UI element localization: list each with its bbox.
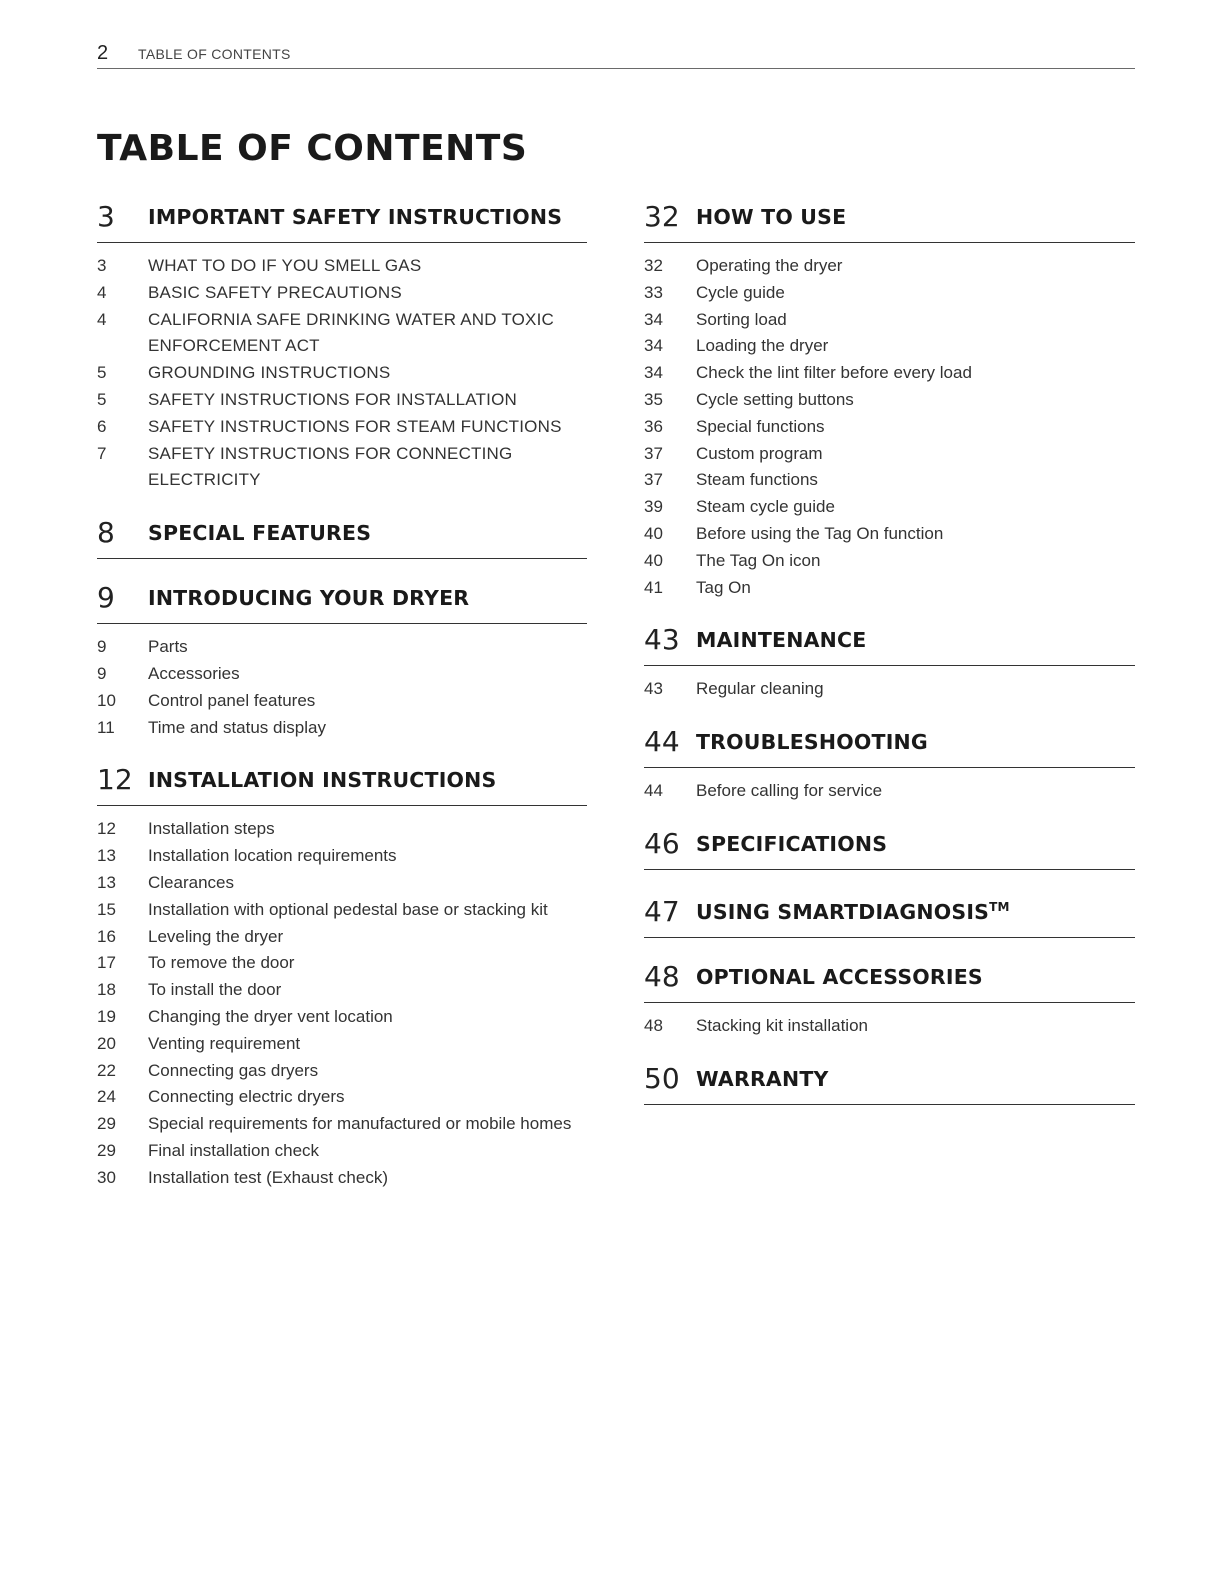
entry-title: Check the lint filter before every load — [696, 363, 972, 383]
toc-entry[interactable] — [644, 575, 1135, 602]
entry-title: SAFETY INSTRUCTIONS FOR STEAM FUNCTIONS — [148, 416, 562, 436]
entry-list — [644, 778, 1135, 805]
entry-page-number: 36 — [644, 416, 663, 436]
section-page-number: 48 — [644, 959, 680, 993]
page-title: TABLE OF CONTENTS — [97, 128, 528, 169]
entry-page-number: 22 — [97, 1060, 116, 1080]
section-title — [696, 962, 983, 994]
entry-title: Stacking kit installation — [696, 1015, 868, 1035]
toc-entry[interactable] — [644, 676, 1135, 703]
section-heading[interactable] — [644, 623, 1135, 666]
section-heading[interactable] — [644, 960, 1135, 1003]
entry-title: WHAT TO DO IF YOU SMELL GAS — [148, 256, 422, 275]
entry-page-number: 5 — [97, 363, 107, 383]
entry-page-number: 7 — [97, 443, 107, 463]
section-title — [696, 202, 846, 234]
toc-entry[interactable] — [97, 715, 587, 742]
entry-title: Installation with optional pedestal base or stacking kit — [148, 899, 548, 919]
section-title — [696, 1064, 829, 1096]
toc-entry[interactable] — [644, 778, 1135, 805]
section-title — [696, 892, 1010, 929]
toc-section-installation-instructions — [97, 763, 587, 1191]
toc-entry[interactable] — [644, 280, 1135, 307]
entry-page-number: 33 — [644, 282, 663, 302]
section-title-text: USING SMARTDIAGNOSIS — [696, 899, 990, 924]
toc-entry[interactable] — [97, 816, 587, 843]
entry-page-number: 39 — [644, 497, 663, 517]
section-title-text: INSTALLATION INSTRUCTIONS — [148, 768, 497, 793]
toc-entry[interactable] — [644, 521, 1135, 548]
entry-page-number: 9 — [97, 637, 107, 657]
toc-entry[interactable] — [644, 307, 1135, 334]
entry-page-number: 19 — [97, 1006, 116, 1026]
entry-title: Custom program — [696, 443, 823, 463]
section-title — [148, 765, 497, 797]
toc-entry[interactable] — [97, 1031, 587, 1058]
entry-page-number: 40 — [644, 523, 663, 543]
toc-entry[interactable] — [644, 548, 1135, 575]
section-title — [148, 518, 371, 550]
entry-page-number: 48 — [644, 1015, 663, 1035]
toc-entry[interactable] — [644, 333, 1135, 360]
entry-page-number: 37 — [644, 470, 663, 490]
toc-entry[interactable] — [644, 1013, 1135, 1040]
section-page-number: 46 — [644, 826, 680, 860]
toc-entry[interactable] — [97, 414, 587, 441]
entry-page-number: 15 — [97, 899, 116, 919]
section-heading[interactable] — [644, 200, 1135, 243]
running-title: TABLE OF CONTENTS — [138, 46, 291, 62]
section-page-number: 9 — [97, 581, 115, 615]
toc-entry[interactable] — [644, 414, 1135, 441]
section-page-number: 44 — [644, 725, 680, 759]
entry-list — [97, 816, 587, 1191]
entry-page-number: 37 — [644, 443, 663, 463]
entry-page-number: 40 — [644, 550, 663, 570]
entry-title: Clearances — [148, 872, 234, 892]
section-title-text: OPTIONAL ACCESSORIES — [696, 964, 983, 989]
toc-entry[interactable] — [97, 441, 587, 495]
entry-page-number: 35 — [644, 389, 663, 409]
toc-entry[interactable] — [97, 688, 587, 715]
section-title-text: SPECIAL FEATURES — [148, 521, 372, 546]
entry-page-number: 12 — [97, 819, 116, 839]
entry-title: Connecting electric dryers — [148, 1087, 345, 1107]
section-title — [696, 829, 887, 861]
entry-page-number: 5 — [97, 389, 107, 409]
trademark-superscript: TM — [989, 899, 1010, 914]
entry-title: GROUNDING INSTRUCTIONS — [148, 363, 391, 383]
entry-title: Installation steps — [148, 819, 275, 839]
toc-entry[interactable] — [97, 661, 587, 688]
entry-title: SAFETY INSTRUCTIONS FOR CONNECTING ELECTRICITY — [148, 443, 513, 490]
entry-title: Parts — [148, 637, 188, 657]
entry-page-number: 18 — [97, 980, 116, 1000]
toc-entry[interactable] — [644, 441, 1135, 468]
toc-entry[interactable] — [97, 253, 587, 280]
entry-title: Loading the dryer — [696, 336, 829, 356]
toc-section-introducing-your-dryer — [97, 581, 587, 741]
toc-section-important-safety-instructions — [97, 200, 587, 494]
toc-section-specifications — [644, 827, 1135, 870]
entry-title: Changing the dryer vent location — [148, 1006, 393, 1026]
section-title-text: IMPORTANT SAFETY INSTRUCTIONS — [148, 205, 563, 229]
entry-page-number: 32 — [644, 256, 663, 275]
entry-title: Connecting gas dryers — [148, 1060, 319, 1080]
toc-entry[interactable] — [97, 924, 587, 951]
entry-title: Operating the dryer — [696, 256, 843, 275]
entry-page-number: 9 — [97, 663, 107, 683]
entry-title: The Tag On icon — [696, 550, 821, 570]
entry-title: Regular cleaning — [696, 679, 824, 699]
entry-title: Final installation check — [148, 1140, 320, 1160]
entry-list — [644, 1013, 1135, 1040]
toc-section-maintenance — [644, 623, 1135, 703]
section-title-text: INTRODUCING YOUR DRYER — [148, 586, 470, 611]
entry-title: Accessories — [148, 663, 240, 683]
section-page-number: 3 — [97, 200, 115, 233]
entry-page-number: 29 — [97, 1140, 116, 1160]
entry-title: Cycle setting buttons — [696, 389, 854, 409]
entry-page-number: 11 — [97, 717, 115, 737]
entry-page-number: 17 — [97, 953, 116, 973]
section-heading[interactable] — [644, 725, 1135, 768]
entry-title: BASIC SAFETY PRECAUTIONS — [148, 282, 402, 302]
entry-list — [97, 253, 587, 494]
entry-title: Tag On — [696, 577, 751, 597]
entry-title: Special functions — [696, 416, 825, 436]
entry-title: Steam functions — [696, 470, 818, 490]
entry-page-number: 34 — [644, 363, 663, 383]
toc-entry[interactable] — [97, 843, 587, 870]
toc-section-warranty — [644, 1062, 1135, 1105]
entry-list — [97, 634, 587, 741]
section-page-number: 32 — [644, 200, 680, 233]
entry-page-number: 4 — [97, 282, 107, 302]
entry-title: Installation test (Exhaust check) — [148, 1167, 389, 1187]
entry-title: Before calling for service — [696, 781, 883, 801]
entry-page-number: 20 — [97, 1033, 116, 1053]
entry-page-number: 13 — [97, 872, 116, 892]
section-page-number: 8 — [97, 516, 115, 550]
section-heading[interactable] — [97, 516, 587, 559]
entry-page-number: 4 — [97, 309, 107, 329]
entry-list — [644, 253, 1135, 601]
entry-title: Leveling the dryer — [148, 926, 284, 946]
section-heading[interactable] — [97, 200, 587, 243]
toc-entry[interactable] — [97, 977, 587, 1004]
entry-title: Special requirements for manufactured or mobile homes — [148, 1114, 572, 1134]
section-heading[interactable] — [97, 581, 587, 624]
entry-page-number: 43 — [644, 679, 663, 699]
toc-section-special-features — [97, 516, 587, 559]
toc-entry[interactable] — [97, 1111, 587, 1138]
toc-entry[interactable] — [644, 360, 1135, 387]
entry-title: To remove the door — [148, 953, 295, 973]
entry-page-number: 13 — [97, 846, 116, 866]
toc-entry[interactable] — [97, 634, 587, 661]
toc-entry[interactable] — [97, 1138, 587, 1165]
section-page-number: 50 — [644, 1061, 680, 1095]
section-title — [148, 202, 562, 234]
section-title — [696, 625, 866, 657]
entry-page-number: 3 — [97, 256, 107, 275]
toc-entry[interactable] — [644, 387, 1135, 414]
section-title — [696, 727, 928, 759]
section-title-text: MAINTENANCE — [696, 628, 867, 653]
entry-title: Time and status display — [148, 717, 326, 737]
section-page-number: 12 — [97, 763, 133, 797]
toc-entry[interactable] — [97, 1084, 587, 1111]
entry-page-number: 41 — [644, 577, 663, 597]
entry-list — [644, 676, 1135, 703]
toc-section-optional-accessories — [644, 960, 1135, 1040]
entry-title: Control panel features — [148, 690, 316, 710]
entry-page-number: 34 — [644, 309, 663, 329]
section-page-number: 43 — [644, 623, 680, 657]
toc-left-column — [97, 200, 587, 1214]
entry-page-number: 16 — [97, 926, 116, 946]
section-heading[interactable] — [644, 827, 1135, 870]
entry-page-number: 6 — [97, 416, 107, 436]
toc-entry[interactable] — [97, 897, 587, 924]
page-number: 2 — [97, 42, 109, 64]
entry-title: Installation location requirements — [148, 846, 397, 866]
section-title-text: HOW TO USE — [696, 205, 847, 229]
entry-title: To install the door — [148, 980, 282, 1000]
toc-section-how-to-use — [644, 200, 1135, 601]
section-title-text: SPECIFICATIONS — [696, 831, 888, 856]
entry-title: Sorting load — [696, 309, 787, 329]
entry-title: Venting requirement — [148, 1033, 301, 1053]
entry-page-number: 29 — [97, 1114, 116, 1134]
running-header — [97, 40, 1135, 69]
section-title — [148, 583, 469, 615]
toc-entry[interactable] — [97, 1165, 587, 1192]
toc-entry[interactable] — [97, 387, 587, 414]
entry-title: Before using the Tag On function — [696, 523, 944, 543]
toc-entry[interactable] — [97, 1004, 587, 1031]
entry-title: Cycle guide — [696, 282, 785, 302]
entry-title: CALIFORNIA SAFE DRINKING WATER AND TOXIC ENFORCEMENT ACT — [148, 309, 554, 356]
section-heading[interactable] — [97, 763, 587, 806]
entry-page-number: 34 — [644, 336, 663, 356]
toc-right-column — [644, 200, 1135, 1127]
entry-page-number: 44 — [644, 781, 663, 801]
toc-entry[interactable] — [97, 280, 587, 307]
toc-entry[interactable] — [97, 360, 587, 387]
section-page-number: 47 — [644, 894, 680, 928]
toc-entry[interactable] — [97, 950, 587, 977]
section-title-text: WARRANTY — [696, 1066, 829, 1091]
section-heading[interactable] — [644, 892, 1135, 938]
entry-title: Steam cycle guide — [696, 497, 835, 517]
entry-page-number: 24 — [97, 1087, 116, 1107]
entry-page-number: 10 — [97, 690, 116, 710]
toc-entry[interactable] — [97, 307, 587, 361]
toc-section-using-smartdiagnosis — [644, 892, 1135, 938]
entry-page-number: 30 — [97, 1167, 116, 1187]
toc-section-troubleshooting — [644, 725, 1135, 805]
toc-entry[interactable] — [97, 870, 587, 897]
toc-entry[interactable] — [97, 1058, 587, 1085]
toc-entry[interactable] — [644, 253, 1135, 280]
entry-title: SAFETY INSTRUCTIONS FOR INSTALLATION — [148, 389, 517, 409]
toc-entry[interactable] — [644, 494, 1135, 521]
toc-entry[interactable] — [644, 467, 1135, 494]
section-heading[interactable] — [644, 1062, 1135, 1105]
section-title-text: TROUBLESHOOTING — [696, 730, 928, 755]
